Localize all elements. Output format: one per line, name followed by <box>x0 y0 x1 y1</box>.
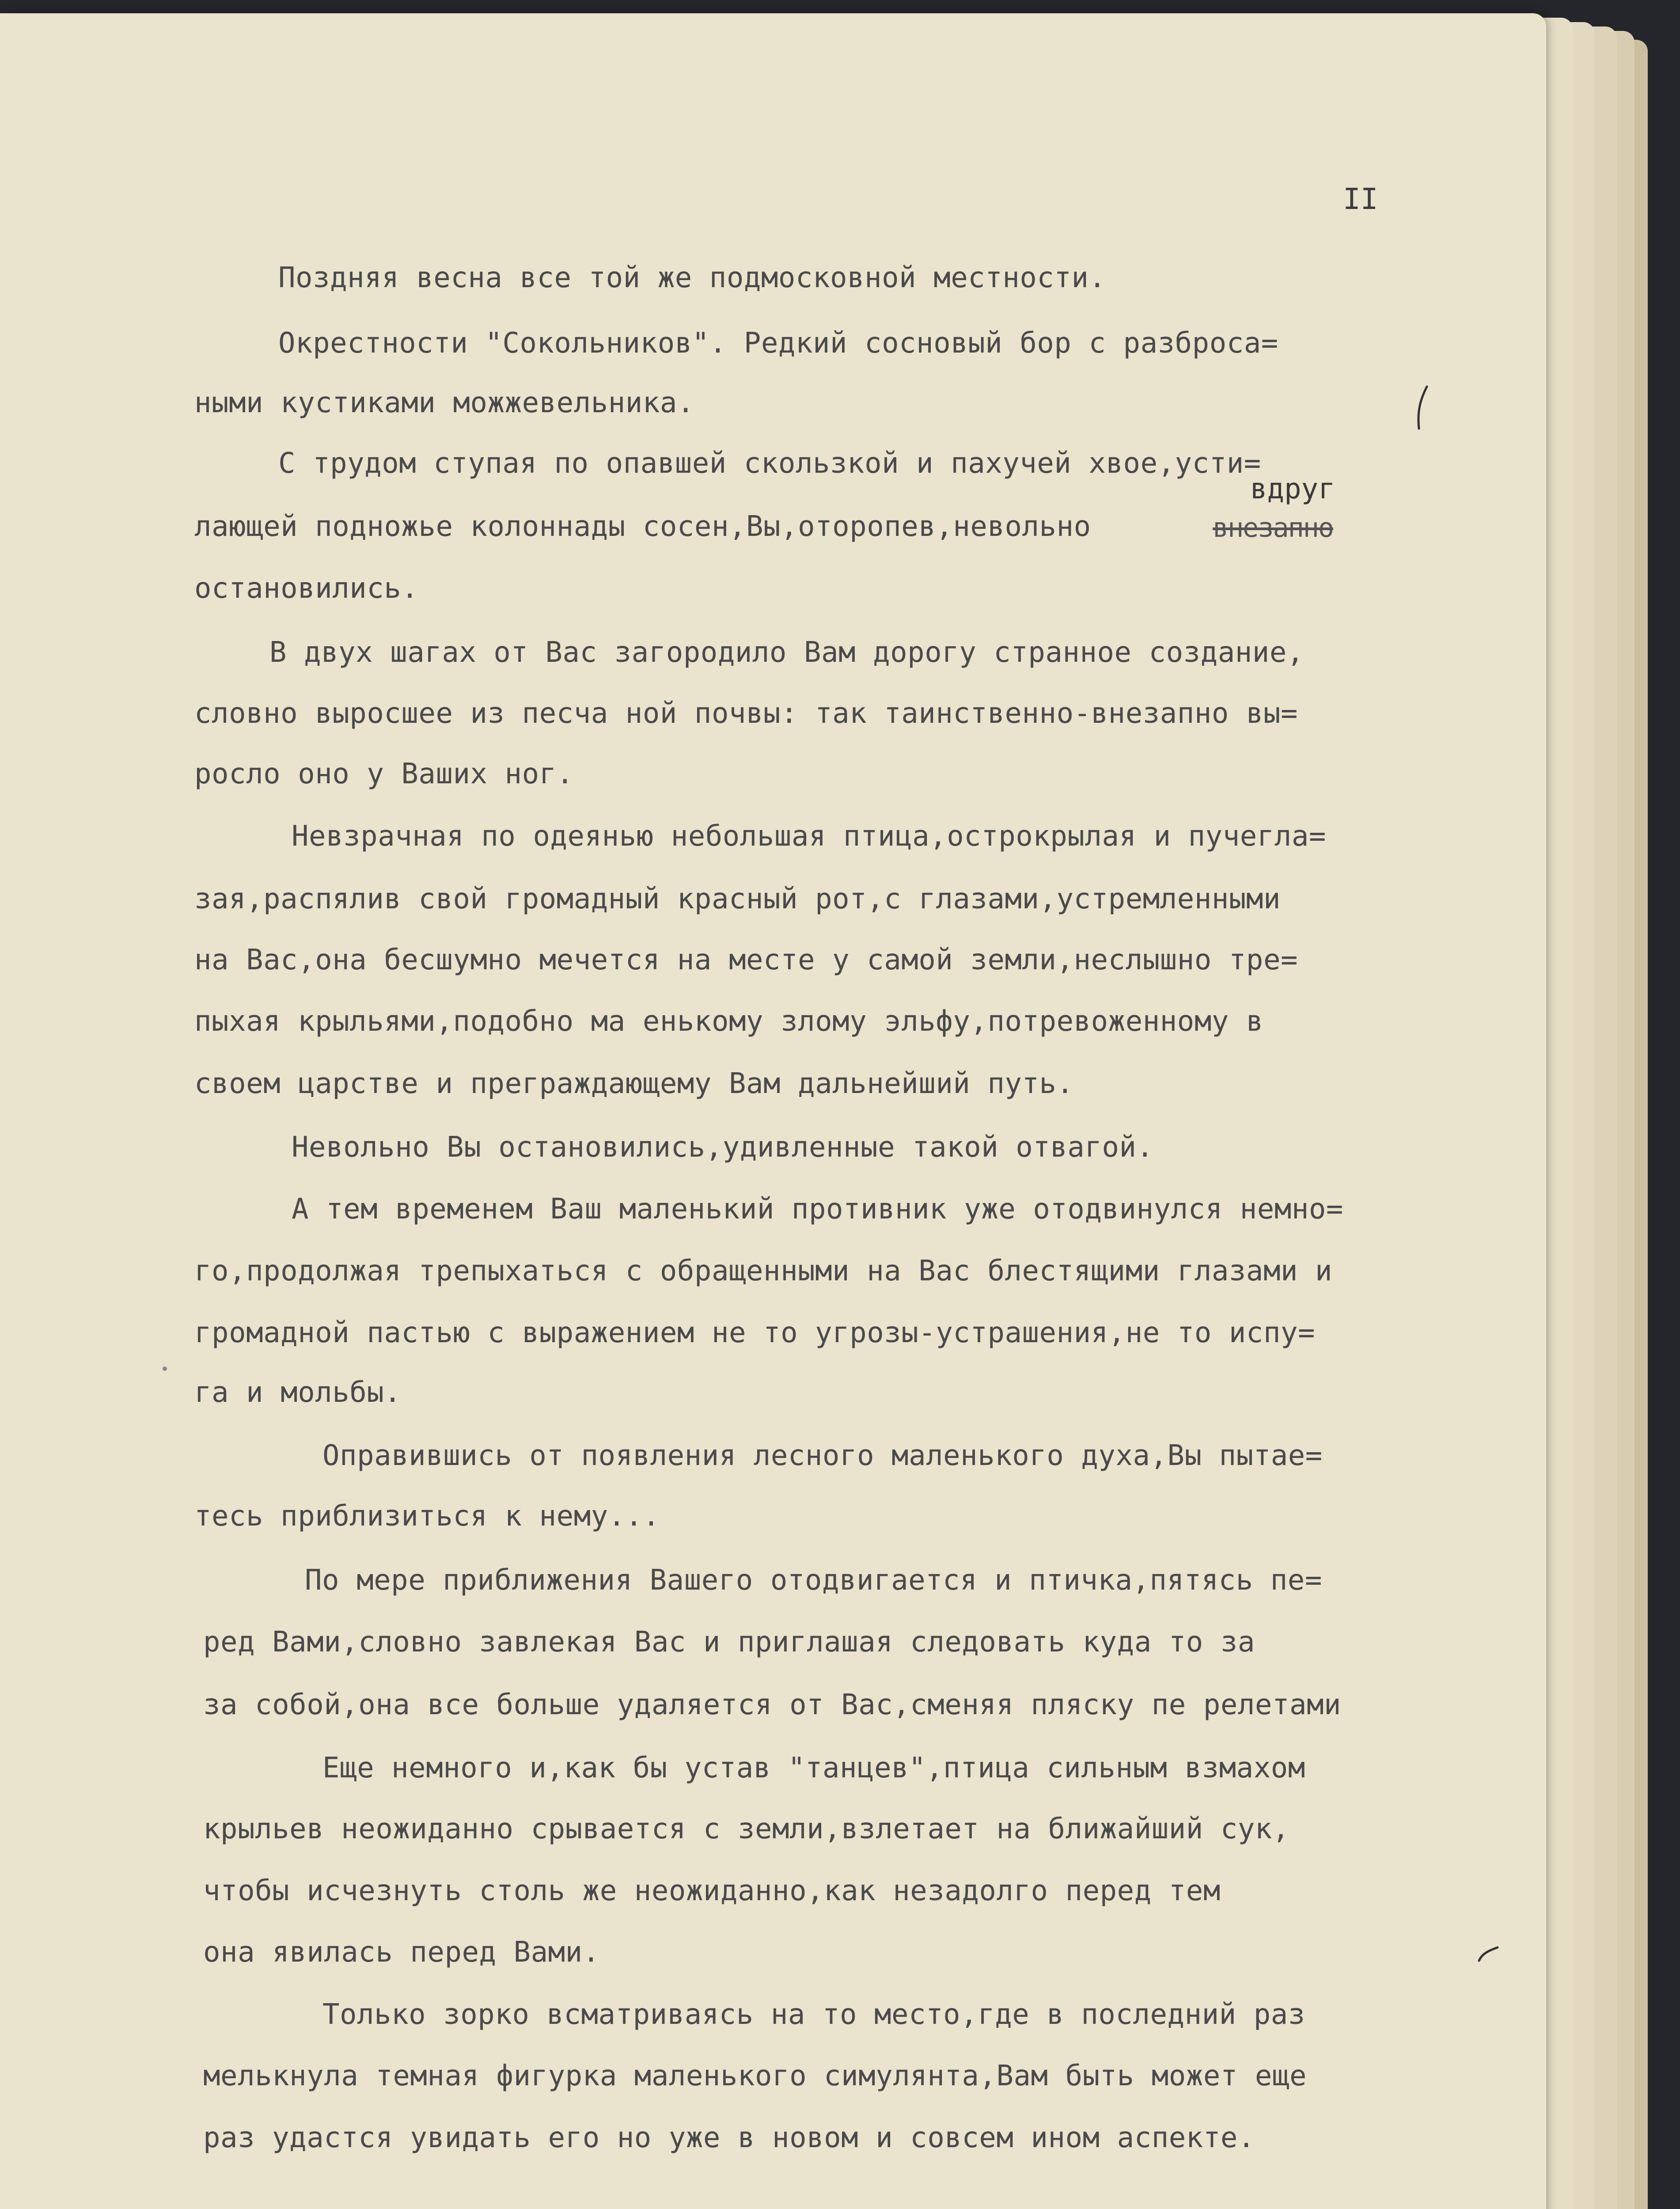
text-line: остановились. <box>194 572 419 605</box>
stray-dot-icon <box>161 1365 168 1372</box>
text-line: тесь приблизиться к нему... <box>194 1500 660 1533</box>
text-line: А тем временем Ваш маленький противник уже отодвинулся немно= <box>292 1193 1343 1226</box>
text-line: ред Вами,словно завлекая Вас и приглашая следовать куда то за <box>203 1626 1255 1659</box>
text-line: она явилась перед Вами. <box>203 1936 600 1969</box>
interlinear-insertion: вдруг <box>1250 473 1335 505</box>
text-line: Поздняя весна все той же подмосковной местности. <box>278 262 1106 294</box>
text-line: Оправившись от появления лесного маленького духа,Вы пытае= <box>322 1439 1323 1472</box>
text-line: лающей подножье колоннады сосен,Вы,оторопев,невольно <box>194 510 1091 543</box>
text-line: чтобы исчезнуть столь же неожиданно,как незадолго перед тем <box>203 1875 1221 1907</box>
text-line: го,продолжая трепыхаться с обращенными на Вас блестящими глазами и <box>194 1255 1333 1287</box>
text-line: своем царстве и преграждающему Вам дальнейший путь. <box>194 1067 1074 1100</box>
text-line: мелькнула темная фигурка маленького симулянта,Вам быть может еще <box>203 2060 1307 2092</box>
text-line: зая,распялив свой громадный красный рот,с глазами,устремленными <box>194 883 1281 915</box>
text-line: Невзрачная по одеянью небольшая птица,острокрылая и пучегла= <box>292 820 1326 853</box>
text-line: Невольно Вы остановились,удивленные такой отвагой. <box>292 1131 1154 1164</box>
text-line: В двух шагах от Вас загородило Вам дорогу странное создание, <box>269 636 1304 669</box>
pencil-mark-icon <box>1409 384 1436 433</box>
pencil-mark-icon <box>1475 1944 1502 1966</box>
text-line: По мере приближения Вашего отодвигается и птичка,пятясь пе= <box>305 1564 1322 1597</box>
text-line: на Вас,она бесшумно мечется на месте у самой земли,неслышно тре= <box>194 944 1298 976</box>
typewritten-page <box>0 13 1546 2209</box>
text-line: Только зорко всматриваясь на то место,где в последний раз <box>322 1998 1305 2031</box>
page-number: II <box>1343 182 1378 216</box>
struck-word: внезапно <box>1213 512 1333 543</box>
text-line: пыхая крыльями,подобно ма енькому злому эльфу,потревоженному в <box>194 1005 1263 1038</box>
text-line: С трудом ступая по опавшей скользкой и пахучей хвое,усти= <box>278 447 1261 480</box>
text-line: словно выросшее из песча ной почвы: так таинственно-внезапно вы= <box>194 697 1298 730</box>
text-line: громадной пастью с выражением не то угрозы-устрашения,не то испу= <box>194 1317 1316 1349</box>
text-line: ными кустиками можжевельника. <box>194 387 694 419</box>
text-line: раз удастся увидать его но уже в новом и совсем ином аспекте. <box>203 2122 1255 2154</box>
text-line: Окрестности "Сокольников". Редкий сосновый бор с разброса= <box>278 327 1278 360</box>
text-line: за собой,она все больше удаляется от Вас,сменяя пляску пе релетами <box>203 1689 1342 1721</box>
text-line: крыльев неожиданно срывается с земли,взлетает на ближайший сук, <box>203 1813 1289 1845</box>
text-line: га и мольбы. <box>194 1376 402 1409</box>
text-line: Еще немного и,как бы устав "танцев",птица сильным взмахом <box>322 1752 1305 1784</box>
text-line: росло оно у Ваших ног. <box>194 758 574 790</box>
